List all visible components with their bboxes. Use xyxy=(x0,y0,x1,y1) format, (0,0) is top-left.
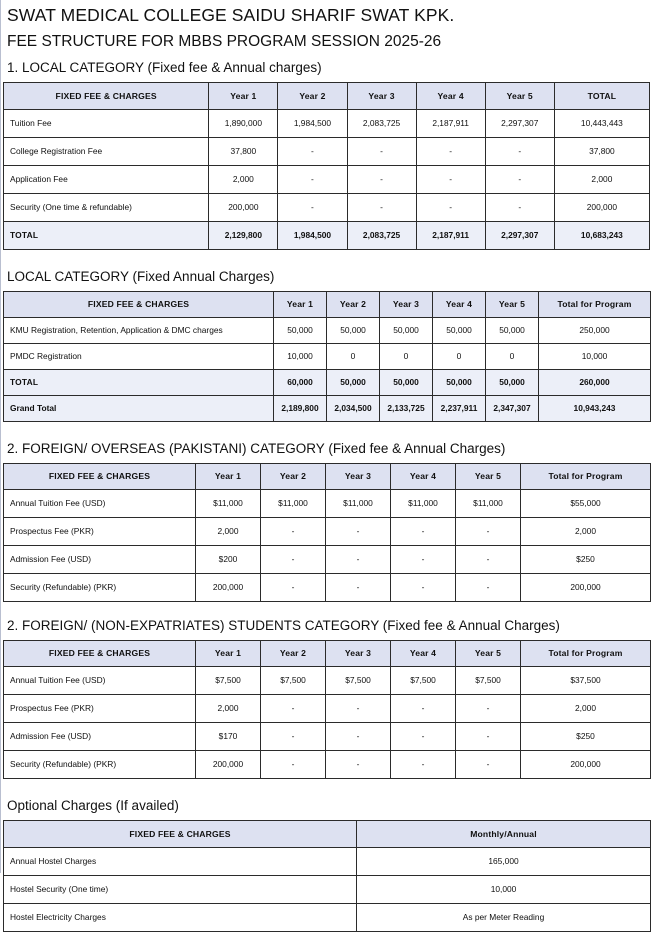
row-label: Hostel Security (One time) xyxy=(4,876,357,904)
cell-monthly-annual: As per Meter Reading xyxy=(357,904,651,932)
cell-year-2: 1,984,500 xyxy=(278,110,347,138)
total-year-2: 1,984,500 xyxy=(278,222,347,250)
cell-year-2: $7,500 xyxy=(261,667,326,695)
row-label: Security (One time & refundable) xyxy=(4,194,209,222)
cell-total: 2,000 xyxy=(521,518,651,546)
cell-year-2: - xyxy=(261,574,326,602)
cell-total: 2,000 xyxy=(554,166,649,194)
table-row xyxy=(4,695,651,723)
column-header-charges: FIXED FEE & CHARGES xyxy=(4,464,196,490)
cell-year-1: 200,000 xyxy=(209,194,278,222)
cell-total: 250,000 xyxy=(539,318,651,344)
cell-year-3: $7,500 xyxy=(326,667,391,695)
cell-year-1: 1,890,000 xyxy=(209,110,278,138)
section-heading-local-annual: LOCAL CATEGORY (Fixed Annual Charges) xyxy=(7,269,275,284)
row-label: Security (Refundable) (PKR) xyxy=(4,574,196,602)
section-heading-foreign-overseas: 2. FOREIGN/ OVERSEAS (PAKISTANI) CATEGORY (Fixed fee & Annual Charges) xyxy=(7,441,506,456)
total-year-4: 50,000 xyxy=(433,370,486,396)
cell-total: 200,000 xyxy=(554,194,649,222)
cell-year-1: $200 xyxy=(196,546,261,574)
total-year-3: 50,000 xyxy=(380,370,433,396)
cell-monthly-annual: 10,000 xyxy=(357,876,651,904)
row-label: Hostel Electricity Charges xyxy=(4,904,357,932)
cell-year-3: 0 xyxy=(380,344,433,370)
cell-year-5: - xyxy=(456,518,521,546)
cell-year-2: $11,000 xyxy=(261,490,326,518)
column-header-year-2: Year 2 xyxy=(327,292,380,318)
cell-year-3: - xyxy=(347,138,416,166)
document-title: SWAT MEDICAL COLLEGE SAIDU SHARIF SWAT KPK. xyxy=(7,5,455,25)
cell-year-4: - xyxy=(391,518,456,546)
cell-total: 10,443,443 xyxy=(554,110,649,138)
cell-year-4: - xyxy=(416,194,485,222)
section-spacer xyxy=(3,779,651,793)
grand-year-3: 2,133,725 xyxy=(380,396,433,422)
table-row xyxy=(4,344,651,370)
cell-total: 200,000 xyxy=(521,574,651,602)
row-label: Tuition Fee xyxy=(4,110,209,138)
cell-year-2: - xyxy=(261,518,326,546)
cell-year-1: $7,500 xyxy=(196,667,261,695)
cell-total: $250 xyxy=(521,723,651,751)
table-row xyxy=(4,318,651,344)
table-row xyxy=(4,904,651,932)
row-label: College Registration Fee xyxy=(4,138,209,166)
column-header-year-1: Year 1 xyxy=(196,464,261,490)
cell-year-5: - xyxy=(456,546,521,574)
column-header-year-5: Year 5 xyxy=(486,292,539,318)
column-header-year-3: Year 3 xyxy=(326,641,391,667)
column-header-year-2: Year 2 xyxy=(261,641,326,667)
column-header-total-for-program: Total for Program xyxy=(521,641,651,667)
cell-year-5: $11,000 xyxy=(456,490,521,518)
cell-year-2: - xyxy=(261,751,326,779)
grand-program: 10,943,243 xyxy=(539,396,651,422)
column-header-charges: FIXED FEE & CHARGES xyxy=(4,821,357,848)
column-header-year-2: Year 2 xyxy=(261,464,326,490)
cell-year-5: 2,297,307 xyxy=(485,110,554,138)
grand-year-2: 2,034,500 xyxy=(327,396,380,422)
cell-year-4: - xyxy=(391,574,456,602)
row-label: Admission Fee (USD) xyxy=(4,546,196,574)
cell-year-5: - xyxy=(485,194,554,222)
total-year-4: 2,187,911 xyxy=(416,222,485,250)
cell-year-2: 0 xyxy=(327,344,380,370)
cell-total: 2,000 xyxy=(521,695,651,723)
cell-year-1: 2,000 xyxy=(196,695,261,723)
row-label: Prospectus Fee (PKR) xyxy=(4,518,196,546)
table-grand-total-row xyxy=(4,396,651,422)
table-header-row xyxy=(4,464,651,490)
table-row xyxy=(4,194,650,222)
column-header-year-3: Year 3 xyxy=(326,464,391,490)
cell-year-1: 2,000 xyxy=(196,518,261,546)
table-header-row xyxy=(4,821,651,848)
cell-total: $37,500 xyxy=(521,667,651,695)
row-label: Annual Tuition Fee (USD) xyxy=(4,667,196,695)
column-header-year-5: Year 5 xyxy=(456,641,521,667)
cell-year-2: - xyxy=(278,166,347,194)
cell-year-5: - xyxy=(456,574,521,602)
cell-year-2: - xyxy=(261,546,326,574)
row-label: Security (Refundable) (PKR) xyxy=(4,751,196,779)
cell-year-1: $11,000 xyxy=(196,490,261,518)
cell-year-3: 2,083,725 xyxy=(347,110,416,138)
column-header-year-5: Year 5 xyxy=(485,83,554,110)
table-foreign-non-expatriates xyxy=(3,640,651,779)
total-grand: 10,683,243 xyxy=(554,222,649,250)
table-local-category-annual xyxy=(3,291,651,422)
cell-year-1: 200,000 xyxy=(196,751,261,779)
cell-year-4: - xyxy=(391,751,456,779)
column-header-year-3: Year 3 xyxy=(347,83,416,110)
cell-year-2: 50,000 xyxy=(327,318,380,344)
row-label: PMDC Registration xyxy=(4,344,274,370)
section-spacer xyxy=(3,250,651,264)
column-header-charges: FIXED FEE & CHARGES xyxy=(4,83,209,110)
cell-year-5: 0 xyxy=(486,344,539,370)
table-row xyxy=(4,574,651,602)
total-program: 260,000 xyxy=(539,370,651,396)
cell-year-5: - xyxy=(456,695,521,723)
cell-year-4: - xyxy=(416,138,485,166)
cell-year-3: - xyxy=(326,574,391,602)
section-spacer xyxy=(3,422,651,436)
cell-year-3: - xyxy=(326,723,391,751)
table-total-row xyxy=(4,370,651,396)
cell-year-2: - xyxy=(261,723,326,751)
row-label: KMU Registration, Retention, Application & DMC charges xyxy=(4,318,274,344)
section-heading-optional: Optional Charges (If availed) xyxy=(7,798,179,813)
cell-year-4: - xyxy=(391,546,456,574)
total-year-3: 2,083,725 xyxy=(347,222,416,250)
row-label: Prospectus Fee (PKR) xyxy=(4,695,196,723)
section-heading-local-fixed: 1. LOCAL CATEGORY (Fixed fee & Annual charges) xyxy=(7,60,322,75)
column-header-year-4: Year 4 xyxy=(391,641,456,667)
column-header-charges: FIXED FEE & CHARGES xyxy=(4,641,196,667)
table-row xyxy=(4,518,651,546)
cell-total: $250 xyxy=(521,546,651,574)
cell-year-3: - xyxy=(326,546,391,574)
cell-total: 37,800 xyxy=(554,138,649,166)
table-header-row xyxy=(4,83,650,110)
column-header-year-4: Year 4 xyxy=(391,464,456,490)
table-row xyxy=(4,546,651,574)
cell-total: $55,000 xyxy=(521,490,651,518)
cell-year-5: 50,000 xyxy=(486,318,539,344)
table-local-category-fixed xyxy=(3,82,650,250)
table-row xyxy=(4,723,651,751)
grand-year-4: 2,237,911 xyxy=(433,396,486,422)
table-row xyxy=(4,751,651,779)
table-header-row xyxy=(4,292,651,318)
table-row xyxy=(4,110,650,138)
table-header-row xyxy=(4,641,651,667)
cell-year-3: 50,000 xyxy=(380,318,433,344)
column-header-year-4: Year 4 xyxy=(416,83,485,110)
cell-year-1: 10,000 xyxy=(274,344,327,370)
row-label: Annual Hostel Charges xyxy=(4,848,357,876)
cell-year-2: - xyxy=(278,138,347,166)
column-header-total-for-program: Total for Program xyxy=(521,464,651,490)
cell-year-4: - xyxy=(416,166,485,194)
row-label-total: TOTAL xyxy=(4,222,209,250)
total-year-2: 50,000 xyxy=(327,370,380,396)
table-row xyxy=(4,876,651,904)
cell-year-4: - xyxy=(391,723,456,751)
table-row xyxy=(4,848,651,876)
table-row xyxy=(4,138,650,166)
section-heading-foreign-nonexpat: 2. FOREIGN/ (NON-EXPATRIATES) STUDENTS CATEGORY (Fixed fee & Annual Charges) xyxy=(7,618,560,633)
cell-year-4: 0 xyxy=(433,344,486,370)
row-label-total: TOTAL xyxy=(4,370,274,396)
table-row xyxy=(4,166,650,194)
column-header-year-1: Year 1 xyxy=(209,83,278,110)
table-foreign-overseas-pakistani xyxy=(3,463,651,602)
column-header-year-2: Year 2 xyxy=(278,83,347,110)
cell-year-5: - xyxy=(485,166,554,194)
cell-monthly-annual: 165,000 xyxy=(357,848,651,876)
cell-year-3: - xyxy=(326,518,391,546)
grand-year-1: 2,189,800 xyxy=(274,396,327,422)
column-header-year-1: Year 1 xyxy=(274,292,327,318)
cell-year-3: $11,000 xyxy=(326,490,391,518)
cell-year-1: 50,000 xyxy=(274,318,327,344)
cell-year-1: $170 xyxy=(196,723,261,751)
section-spacer xyxy=(3,602,651,613)
cell-year-4: $7,500 xyxy=(391,667,456,695)
total-year-1: 60,000 xyxy=(274,370,327,396)
cell-year-5: - xyxy=(456,751,521,779)
column-header-total: TOTAL xyxy=(554,83,649,110)
cell-year-4: $11,000 xyxy=(391,490,456,518)
total-year-5: 50,000 xyxy=(486,370,539,396)
cell-year-1: 2,000 xyxy=(209,166,278,194)
column-header-year-3: Year 3 xyxy=(380,292,433,318)
column-header-year-1: Year 1 xyxy=(196,641,261,667)
row-label: Application Fee xyxy=(4,166,209,194)
cell-year-1: 200,000 xyxy=(196,574,261,602)
cell-year-3: - xyxy=(347,166,416,194)
total-year-5: 2,297,307 xyxy=(485,222,554,250)
table-row xyxy=(4,667,651,695)
total-year-1: 2,129,800 xyxy=(209,222,278,250)
cell-total: 10,000 xyxy=(539,344,651,370)
column-header-year-5: Year 5 xyxy=(456,464,521,490)
cell-year-4: 50,000 xyxy=(433,318,486,344)
cell-year-5: - xyxy=(456,723,521,751)
cell-year-3: - xyxy=(347,194,416,222)
table-total-row xyxy=(4,222,650,250)
cell-year-4: - xyxy=(391,695,456,723)
cell-year-4: 2,187,911 xyxy=(416,110,485,138)
row-label-grand-total: Grand Total xyxy=(4,396,274,422)
grand-year-5: 2,347,307 xyxy=(486,396,539,422)
cell-year-5: $7,500 xyxy=(456,667,521,695)
column-header-monthly-annual: Monthly/Annual xyxy=(357,821,651,848)
column-header-total-for-program: Total for Program xyxy=(539,292,651,318)
document-subtitle: FEE STRUCTURE FOR MBBS PROGRAM SESSION 2025-26 xyxy=(7,33,442,50)
cell-year-3: - xyxy=(326,751,391,779)
row-label: Annual Tuition Fee (USD) xyxy=(4,490,196,518)
cell-year-3: - xyxy=(326,695,391,723)
column-header-charges: FIXED FEE & CHARGES xyxy=(4,292,274,318)
row-label: Admission Fee (USD) xyxy=(4,723,196,751)
cell-total: 200,000 xyxy=(521,751,651,779)
cell-year-2: - xyxy=(278,194,347,222)
column-header-year-4: Year 4 xyxy=(433,292,486,318)
table-row xyxy=(4,490,651,518)
cell-year-1: 37,800 xyxy=(209,138,278,166)
cell-year-5: - xyxy=(485,138,554,166)
cell-year-2: - xyxy=(261,695,326,723)
table-optional-charges xyxy=(3,820,651,932)
